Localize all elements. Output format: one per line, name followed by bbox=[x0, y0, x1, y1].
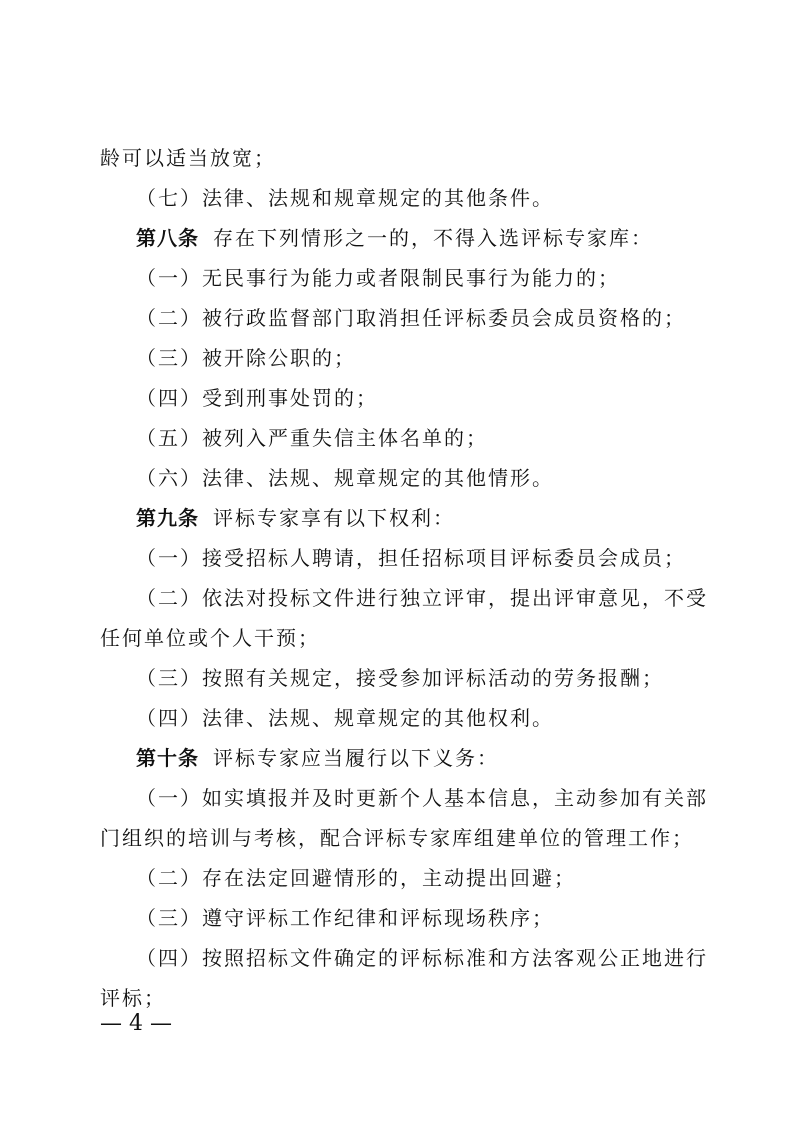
list-item: （三）按照有关规定，接受参加评标活动的劳务报酬； bbox=[136, 666, 664, 690]
article-text: 评标专家享有以下权利： bbox=[213, 506, 455, 530]
article-9-line bbox=[136, 498, 736, 538]
text-line: 门组织的培训与考核，配合评标专家库组建单位的管理工作； bbox=[100, 826, 694, 850]
list-item: （三）被开除公职的； bbox=[136, 346, 356, 370]
text-line: （七）法律、法规和规章规定的其他条件。 bbox=[136, 186, 554, 210]
list-item: （一）无民事行为能力或者限制民事行为能力的； bbox=[136, 266, 620, 290]
article-text: 评标专家应当履行以下义务： bbox=[213, 746, 499, 770]
list-item: （六）法律、法规、规章规定的其他情形。 bbox=[136, 466, 554, 490]
list-item: （三）遵守评标工作纪律和评标现场秩序； bbox=[136, 906, 554, 930]
page-number: — 4 — bbox=[100, 1011, 172, 1036]
list-item: （二）依法对投标文件进行独立评审，提出评审意见，不受 bbox=[136, 586, 708, 610]
text-line: 龄可以适当放宽； bbox=[100, 146, 276, 170]
list-item: （二）存在法定回避情形的，主动提出回避； bbox=[136, 866, 576, 890]
text-line: 评标； bbox=[100, 986, 166, 1010]
article-10-line bbox=[136, 738, 736, 778]
article-heading: 第十条 bbox=[136, 746, 199, 770]
article-text: 存在下列情形之一的，不得入选评标专家库： bbox=[213, 226, 653, 250]
article-heading: 第九条 bbox=[136, 506, 199, 530]
list-item: （四）受到刑事处罚的； bbox=[136, 386, 378, 410]
list-item: （二）被行政监督部门取消担任评标委员会成员资格的； bbox=[136, 306, 686, 330]
list-item: （四）法律、法规、规章规定的其他权利。 bbox=[136, 706, 554, 730]
text-line: 任何单位或个人干预； bbox=[100, 626, 320, 650]
article-8-line bbox=[136, 218, 736, 258]
list-item: （一）接受招标人聘请，担任招标项目评标委员会成员； bbox=[136, 546, 686, 570]
article-heading: 第八条 bbox=[136, 226, 199, 250]
list-item: （五）被列入严重失信主体名单的； bbox=[136, 426, 488, 450]
list-item: （一）如实填报并及时更新个人基本信息，主动参加有关部 bbox=[136, 786, 708, 810]
list-item: （四）按照招标文件确定的评标标准和方法客观公正地进行 bbox=[136, 946, 708, 970]
